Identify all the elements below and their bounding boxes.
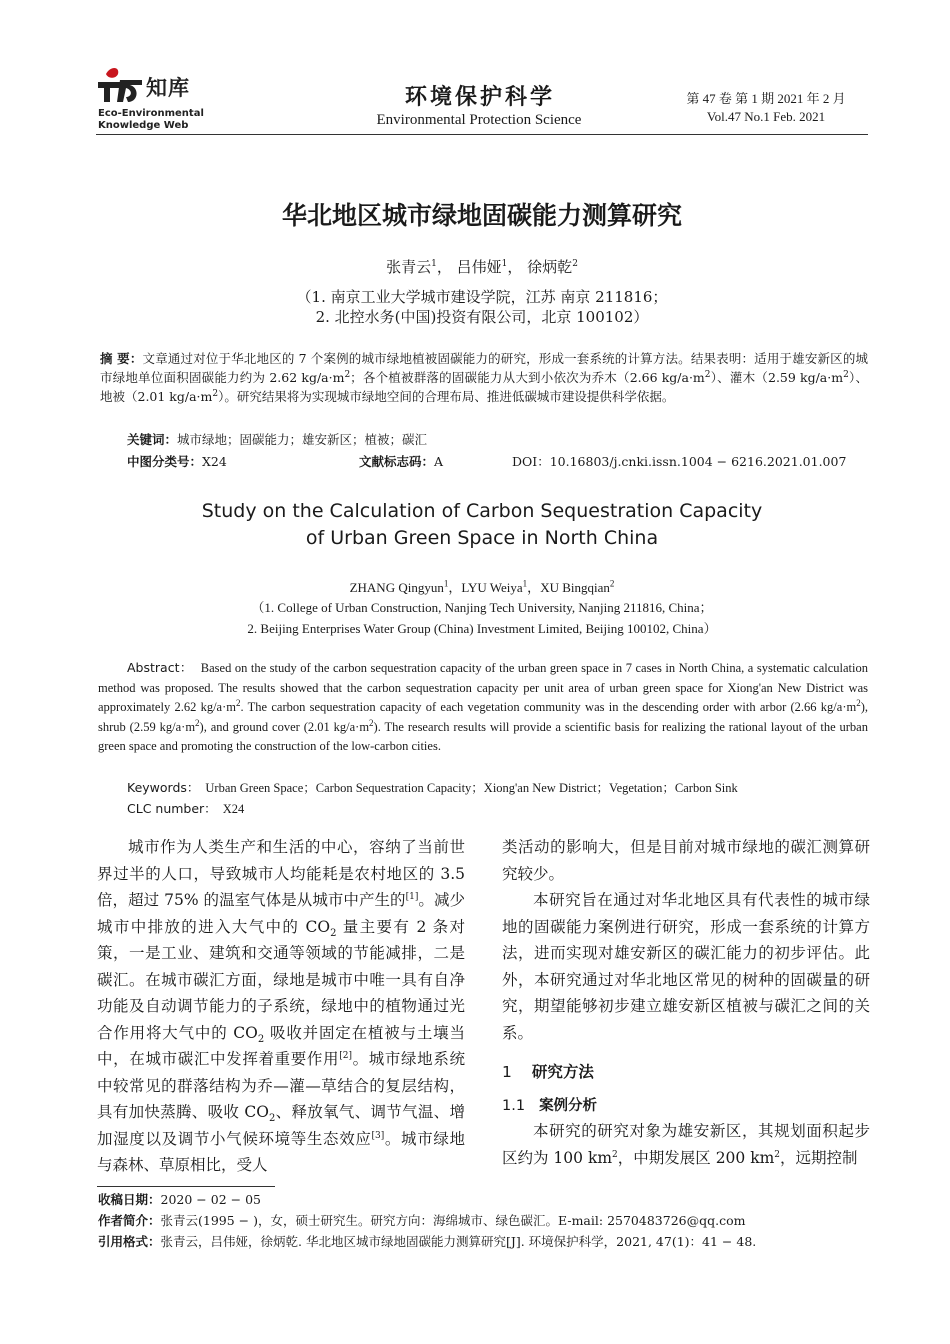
section-heading-1-1 (502, 1094, 870, 1118)
issue-info-cn: 第 47 卷 第 1 期 2021 年 2 月 (686, 91, 846, 106)
superscript: 2 (195, 717, 200, 728)
affiliation-cn-1: （1. 南京工业大学城市建设学院，江苏 南京 211816； (296, 288, 668, 306)
body-text: ，中期发展区 200 km (617, 1148, 775, 1167)
body-paragraph (97, 834, 465, 1179)
author-list-en (96, 577, 868, 596)
abstract-text: Based on the study of the carbon sequestration capacity of the urban green space in 7 cases in North China, a systematic calculation method was proposed. The results showed that the carbon sequestration capacity per unit area of urban green space for Xiong'an New District was approximately 2.62 kg/a·m (98, 661, 868, 714)
superscript: 2 (774, 1149, 781, 1160)
clc-number-en (127, 799, 244, 817)
superscript: 2 (344, 369, 351, 380)
keywords-cn (127, 430, 427, 448)
abstract-text: 文章通过对位于华北地区的 7 个案例的城市绿地植被固碳能力的研究，形成一套系统的计算方法。结果表明：适用于雄安新区的城市绿地单位面积固碳能力约为 2.62 kg/a·m (100, 351, 868, 385)
author-separator: ， (507, 258, 523, 276)
superscript: 2 (843, 369, 849, 380)
abstract-label-cn: 摘 要： (100, 351, 143, 366)
paper-title-en-line1: Study on the Calculation of Carbon Sequestration Capacity (201, 500, 763, 522)
received-value: 2020 − 02 − 05 (160, 1192, 261, 1207)
body-text: 本研究的研究对象为雄安新区，其规划面积起步区约为 100 km (502, 1122, 870, 1167)
section-title: 研究方法 (531, 1063, 594, 1081)
author-name: XU Bingqian (540, 580, 610, 595)
author-bio-value: 张青云(1995 − )，女，硕士研究生。研究方向：海绵城市、绿色碳汇。E-mail: 2570483726@qq.com (160, 1213, 746, 1228)
doc-code-value: A (434, 454, 444, 469)
subscript: 2 (257, 1033, 265, 1045)
abstract-text: ）、灌木（2.59 kg/a·m (710, 370, 844, 385)
author-bio-label: 作者简介： (98, 1213, 161, 1228)
paper-title-en (96, 498, 868, 552)
author-separator: ， (436, 258, 452, 276)
doi (512, 452, 846, 470)
body-text: ，远期控制 (780, 1148, 858, 1167)
section-number: 1.1 (502, 1098, 526, 1114)
section-heading-1 (502, 1058, 870, 1086)
abstract-label-en: Abstract： (127, 660, 193, 675)
journal-name-en: Environmental Protection Science (376, 112, 582, 128)
superscript: 2 (369, 717, 374, 728)
eco-leaf-logo-icon (96, 66, 146, 106)
author-name: LYU Weiya (461, 580, 523, 595)
subscript: 2 (330, 927, 337, 939)
header-divider (96, 134, 868, 135)
superscript: 2 (704, 369, 711, 380)
body-text: 量主要有 2 条对策，一是工业、建筑和交通等领域的节能减排，二是碳汇。在城市碳汇方面，绿地是城市中唯一具有自净功能及自动调节能力的子系统，绿地中的植物通过光合作用将大气中的 CO (97, 917, 465, 1042)
citation-ref: [3] (371, 1130, 385, 1141)
author-name: 吕伟娅 (456, 258, 502, 276)
author-list-cn (96, 256, 868, 277)
section-title: 案例分析 (539, 1098, 598, 1114)
affiliation-en-2: 2. Beijing Enterprises Water Group (China) Investment Limited, Beijing 100102, China） (247, 621, 717, 636)
footnote-divider (97, 1186, 275, 1187)
abstract-text: ；各个植被群落的固碳能力从大到小依次为乔木（2.66 kg/a·m (350, 370, 705, 385)
citation-ref: [1] (405, 891, 419, 902)
author-separator: ， (527, 580, 541, 595)
body-paragraph (502, 1118, 870, 1171)
footnote-citation-format (98, 1232, 756, 1250)
abstract-text: . The carbon sequestration capacity of each vegetation community was in the descending order with arbor (2.66 kg/a·m (240, 700, 857, 714)
abstract-text: ). The research results will provide a scientific basis for realizing the rational layout of the urban green space and promoting the construction of the low-carbon cities. (98, 719, 868, 753)
journal-logo (96, 66, 216, 134)
body-text: 。城市绿地与森林、草原相比，受人 (97, 1129, 465, 1174)
clc-number-cn (127, 452, 227, 470)
footnote-received-date (98, 1190, 261, 1208)
keywords-value-cn: 城市绿地；固碳能力；雄安新区；植被；碳汇 (177, 432, 428, 447)
paper-title-cn: 华北地区城市绿地固碳能力测算研究 (281, 201, 682, 230)
journal-name-cn: 环境保护科学 (404, 84, 555, 110)
author-name: ZHANG Qingyun (349, 580, 444, 595)
author-affil-mark: 2 (572, 259, 578, 269)
clc-value-cn: X24 (202, 454, 227, 469)
section-number: 1 (502, 1063, 512, 1081)
superscript: 2 (212, 388, 219, 399)
body-text: 。城市绿地系统中较常见的群落结构为乔—灌—草结合的复层结构，具有加快蒸腾、吸收 CO (97, 1050, 465, 1121)
abstract-text: ）。研究结果将为实现城市绿地空间的合理布局、推进低碳城市建设提供科学依据。 (218, 389, 675, 404)
citation-ref: [2] (339, 1050, 352, 1061)
body-paragraph: 类活动的影响大，但是目前对城市绿地的碳汇测算研究较少。 (502, 838, 870, 883)
author-name: 张青云 (386, 258, 432, 276)
body-text: 。减少城市中排放的进入大气中的 CO (97, 891, 465, 936)
footnote-author-bio (98, 1211, 745, 1229)
author-affil-mark: 1 (522, 578, 528, 589)
body-column-left (97, 834, 465, 1179)
superscript: 2 (236, 697, 241, 708)
abstract-cn (100, 349, 868, 406)
body-column-right (502, 834, 870, 1171)
affiliation-cn-2: 2. 北控水务(中国)投资有限公司，北京 100102） (315, 308, 649, 326)
doi-value: 10.16803/j.cnki.issn.1004 − 6216.2021.01.007 (549, 454, 847, 469)
keywords-en (127, 778, 738, 796)
keywords-label-en: Keywords： (127, 780, 200, 795)
author-name: 徐炳乾 (527, 258, 573, 276)
body-text: 吸收并固定在植被与土壤当中，在城市碳汇中发挥着重要作用 (97, 1023, 465, 1068)
author-affil-mark: 2 (609, 578, 615, 589)
clc-value-en: X24 (222, 802, 245, 816)
author-affil-mark: 1 (501, 259, 508, 269)
logo-text-cn: 知库 (146, 76, 190, 100)
logo-text-en-line1: Eco-Environmental (98, 108, 204, 119)
abstract-en (98, 658, 868, 757)
abstract-text: ）、地被（2.01 kg/a·m (100, 370, 868, 404)
doi-label: DOI： (512, 454, 550, 469)
document-code (359, 452, 443, 470)
keywords-label-cn: 关键词： (127, 432, 178, 447)
keywords-value-en: Urban Green Space；Carbon Sequestration Capacity；Xiong'an New District；Vegetation；Carbon Sink (205, 781, 738, 795)
affiliation-en-1: （1. College of Urban Construction, Nanjing Tech University, Nanjing 211816, China； (251, 600, 713, 615)
citation-label: 引用格式： (98, 1234, 161, 1249)
body-paragraph: 本研究旨在通过对华北地区具有代表性的城市绿地的固碳能力案例进行研究，形成一套系统的计算方法，进而实现对雄安新区的碳汇能力的初步评估。此外，本研究通过对华北地区常见的树种的固碳量的研究，期望能够初步建立雄安新区植被与碳汇之间的关系。 (502, 891, 870, 1042)
subscript: 2 (269, 1113, 276, 1125)
logo-text-en-line2: Knowledge Web (98, 120, 189, 131)
paper-title-en-line2: of Urban Green Space in North China (305, 527, 659, 549)
author-affil-mark: 1 (431, 259, 437, 269)
superscript: 2 (856, 697, 861, 708)
issue-info-en: Vol.47 No.1 Feb. 2021 (706, 109, 826, 124)
body-text: 城市作为人类生产和生活的中心，容纳了当前世界过半的人口，导致城市人均能耗是农村地区的 3.5 倍，超过 75% 的温室气体是从城市中产生的 (97, 838, 465, 909)
clc-label-cn: 中图分类号： (127, 454, 203, 469)
body-text: 、释放氧气、调节气温、增加湿度以及调节小气候环境等生态效应 (97, 1103, 465, 1148)
citation-value: 张青云，吕伟娅，徐炳乾. 华北地区城市绿地固碳能力测算研究[J]. 环境保护科学，2021, 47(1)：41 − 48. (160, 1234, 757, 1249)
author-separator: ， (448, 580, 462, 595)
superscript: 2 (612, 1149, 618, 1160)
abstract-text: ), and ground cover (2.01 kg/a·m (199, 719, 370, 734)
author-affil-mark: 1 (443, 578, 449, 589)
clc-label-en: CLC number： (127, 801, 217, 816)
abstract-text: ), shrub (2.59 kg/a·m (98, 700, 868, 734)
doc-code-label: 文献标志码： (359, 454, 435, 469)
received-label: 收稿日期： (98, 1192, 161, 1207)
